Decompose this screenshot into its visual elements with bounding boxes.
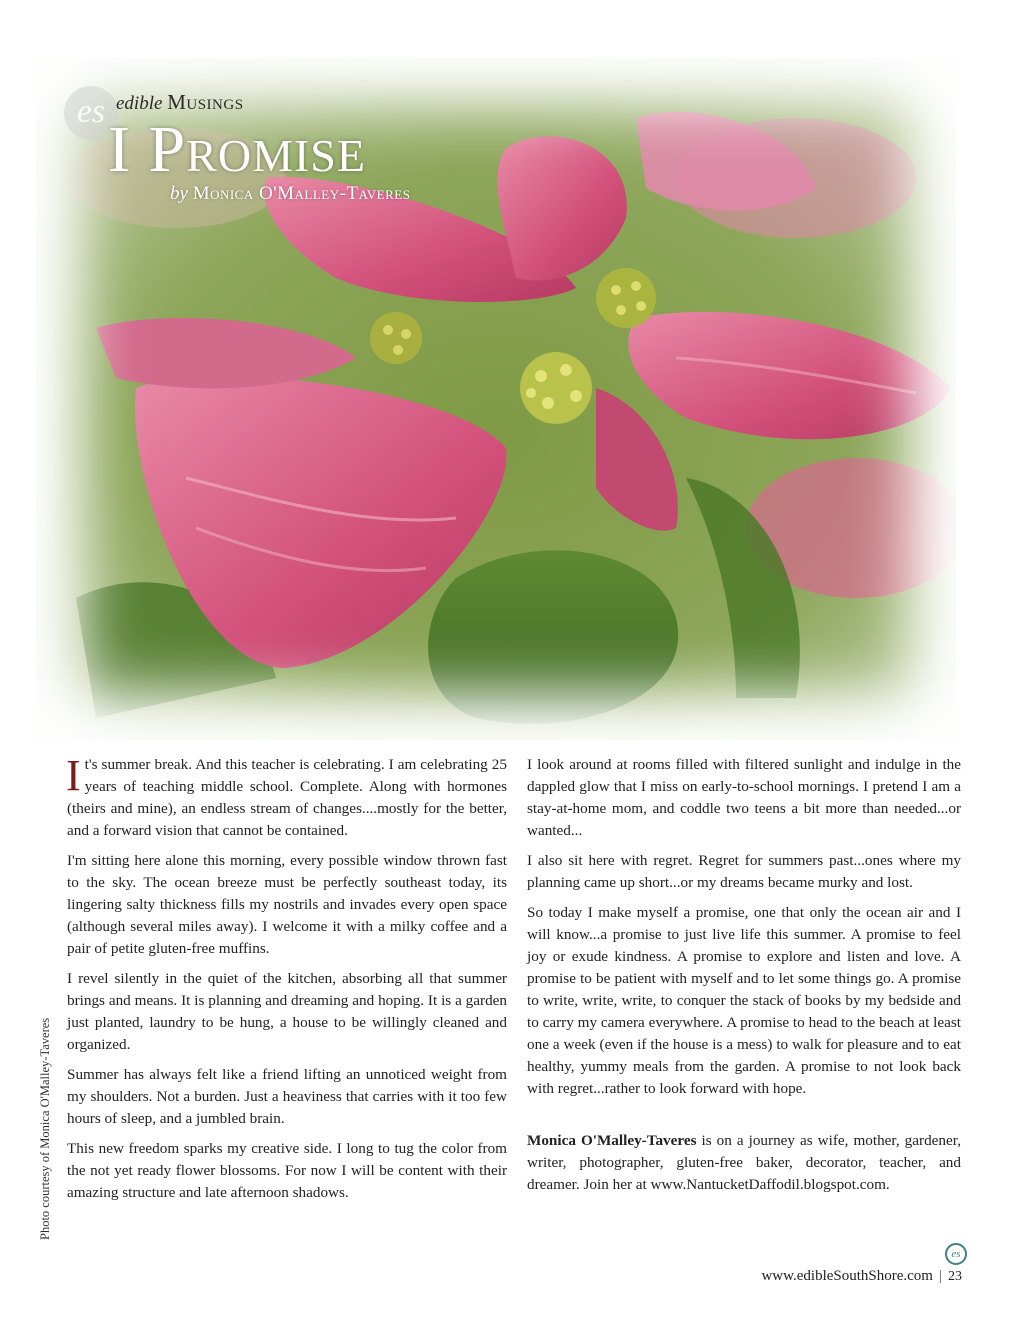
paragraph: This new freedom sparks my creative side. I long to tug the color from the not yet ready flower blossoms. For now I will be content with their amazing structure and late afternoon shadows. [67,1140,507,1201]
article-column-left [66,751,507,1212]
paragraph: Summer has always felt like a friend lifting an unnoticed weight from my shoulders. Not a burden. Just a heaviness that carries with it too few hours of sleep, and a jumbled brain. [67,1066,507,1127]
byline [170,183,410,205]
edible-mini-logo-icon: es [945,1243,967,1265]
author-bio [527,1130,961,1196]
flower-center-left [370,312,422,364]
kicker-musings: Musings [167,90,244,114]
footer-url[interactable]: www.edibleSouthShore.com [761,1268,933,1284]
paragraph [66,751,507,842]
page-footer [761,1268,962,1285]
photo-credit: Photo courtesy of Monica O'Malley-Taveres [38,1017,52,1240]
edible-logo-icon: es [64,86,118,140]
article-column-right [527,754,961,1204]
drop-cap: I [66,751,81,800]
paragraph-text: t's summer break. And this teacher is celebrating. I am celebrating 25 years of teaching middle school. Complete. Along with hormones (theirs and mine), an endless stream of changes....mostly for the better, and a forward vision that cannot be contained. [67,756,507,839]
bio-author-name: Monica O'Malley-Taveres [527,1132,697,1149]
byline-by: by [170,183,188,204]
article-title: I Promise [108,113,366,186]
flower-center-upper [596,268,656,328]
kicker-edible: edible [116,93,163,114]
page-number: 23 [948,1269,962,1284]
bio-text: is on a journey as wife, mother, gardener, writer, photographer, gluten-free baker, decorator, teacher, and dreamer. Join her at www.NantucketDaffodil.blogspot.com. [527,1132,961,1193]
paragraph: I also sit here with regret. Regret for summers past...ones where my planning came up short...or my dreams became murky and lost. [527,852,961,891]
paragraph: I look around at rooms filled with filtered sunlight and indulge in the dappled glow that I miss on early-to-school mornings. I pretend I am a stay-at-home mom, and coddle two teens a bit more than needed...or wanted... [527,756,961,839]
footer-separator: | [938,1268,942,1284]
byline-author: Monica O'Malley-Taveres [192,183,411,204]
flower-center-main [520,352,592,424]
paragraph: I'm sitting here alone this morning, every possible window thrown fast to the sky. The ocean breeze must be perfectly southeast today, its lingering salty thickness fills my nostrils and invades every open space (although several miles away). I welcome it with a milky coffee and a pair of petite gluten-free muffins. [67,852,507,957]
paragraph: I revel silently in the quiet of the kitchen, absorbing all that summer brings and means. It is planning and dreaming and hoping. It is a garden just planted, laundry to be hung, a house to be willingly cleaned and organized. [67,970,507,1053]
paragraph: So today I make myself a promise, one that only the ocean air and I will know...a promise to just live life this summer. A promise to feel joy or exude kindness. A promise to explore and listen and love. A promise to be patient with myself and to let some things go. A promise to write, write, write, to conquer the stack of books by my bedside and to carry my camera everywhere. A promise to head to the beach at least one a week (even if the house is a mess) to walk for pleasure and to eat healthy, yummy meals from the garden. A promise to not look back with regret...rather to look forward with hope. [527,904,961,1097]
